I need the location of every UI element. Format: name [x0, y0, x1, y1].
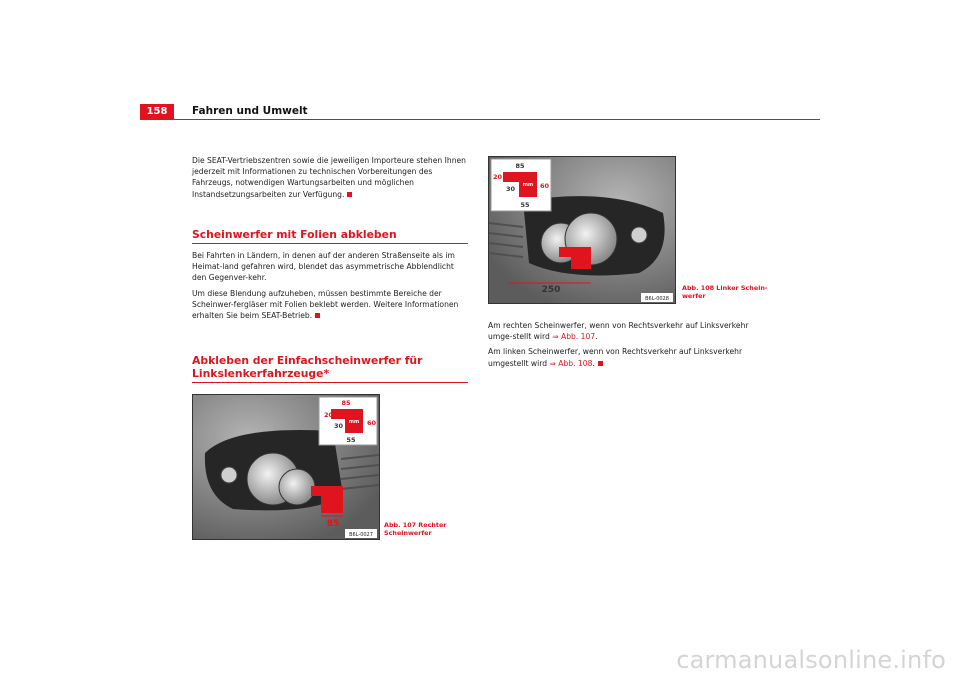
fig108-dim-left: 20 — [493, 173, 503, 181]
fig107-dim-inner: 30 — [334, 422, 344, 430]
fig108-unit: mm — [522, 182, 534, 188]
watermark: carmanualsonline.info — [676, 646, 946, 674]
right-para2: Am linken Scheinwerfer, wenn von Rechtsverkehr auf Linksverkehr umgestellt wird ⇒ Abb. 108. — [488, 347, 743, 368]
section1-para2: Um diese Blendung aufzuheben, müssen bestimmte Bereiche der Scheinwer-fergläser mit Folien beklebt werden. Weitere Informationen erhalten Sie beim SEAT-Betrieb. — [192, 288, 459, 321]
page-number: 158 — [140, 104, 174, 119]
fig108-dim-right: 60 — [540, 182, 550, 190]
end-of-section-marker-icon — [315, 313, 320, 318]
end-of-section-marker-icon — [347, 192, 352, 197]
figure-107-image — [192, 394, 380, 540]
right-para1: Am rechten Scheinwerfer, wenn von Rechtsverkehr auf Linksverkehr umge-stellt wird ⇒ Abb. 107. — [488, 321, 749, 342]
section1-heading: Scheinwerfer mit Folien abkleben — [192, 228, 468, 244]
section1 — [192, 228, 468, 321]
right-column — [488, 320, 770, 369]
header-rule — [140, 119, 820, 120]
chapter-title: Fahren und Umwelt — [192, 105, 308, 117]
fig107-dim-left: 20 — [324, 411, 334, 419]
fig107-dim-below: 85 — [326, 519, 340, 529]
left-column — [192, 155, 468, 200]
fig108-dim-inner: 30 — [506, 185, 516, 193]
section2 — [192, 354, 468, 383]
fig108-code: B6L-0028 — [645, 296, 669, 302]
fig108-dim-bottom: 55 — [520, 201, 530, 209]
fig108-dim-top: 85 — [515, 162, 525, 170]
fig108-dim-below: 250 — [541, 285, 561, 295]
link-abb-108[interactable]: ⇒ Abb. 108 — [549, 358, 593, 368]
fig107-dim-top: 85 — [341, 399, 351, 407]
fig107-dim-bottom: 55 — [346, 436, 356, 444]
figure-108-image — [488, 156, 676, 304]
figure-107-caption: Abb. 107 Rechter Scheinwerfer — [384, 521, 447, 537]
intro-paragraph: Die SEAT-Vertriebszentren sowie die jeweiligen Importeure stehen Ihnen jederzeit mit Informationen zu technischen Vorbereitungen des Fahrzeugs, notwendigen Wartungsarbeiten und möglichen Instandsetzungsarbeiten zur Verfügung. — [192, 156, 466, 199]
section1-para1: Bei Fahrten in Ländern, in denen auf der anderen Straßenseite als im Heimat-land gefahren wird, blendet das asymmetrische Abblendlicht den Gegenver-kehr. — [192, 251, 455, 283]
fig107-code: B6L-0027 — [349, 532, 373, 538]
link-abb-107[interactable]: ⇒ Abb. 107 — [552, 332, 596, 342]
figure-108-caption: Abb. 108 Linker Schein- werfer — [682, 284, 768, 300]
fig107-unit: mm — [348, 419, 360, 425]
fig107-dim-right: 60 — [367, 419, 377, 427]
section2-heading: Abkleben der Einfachscheinwerfer für Linkslenkerfahrzeuge* — [192, 354, 468, 383]
end-of-section-marker-icon — [598, 361, 603, 366]
